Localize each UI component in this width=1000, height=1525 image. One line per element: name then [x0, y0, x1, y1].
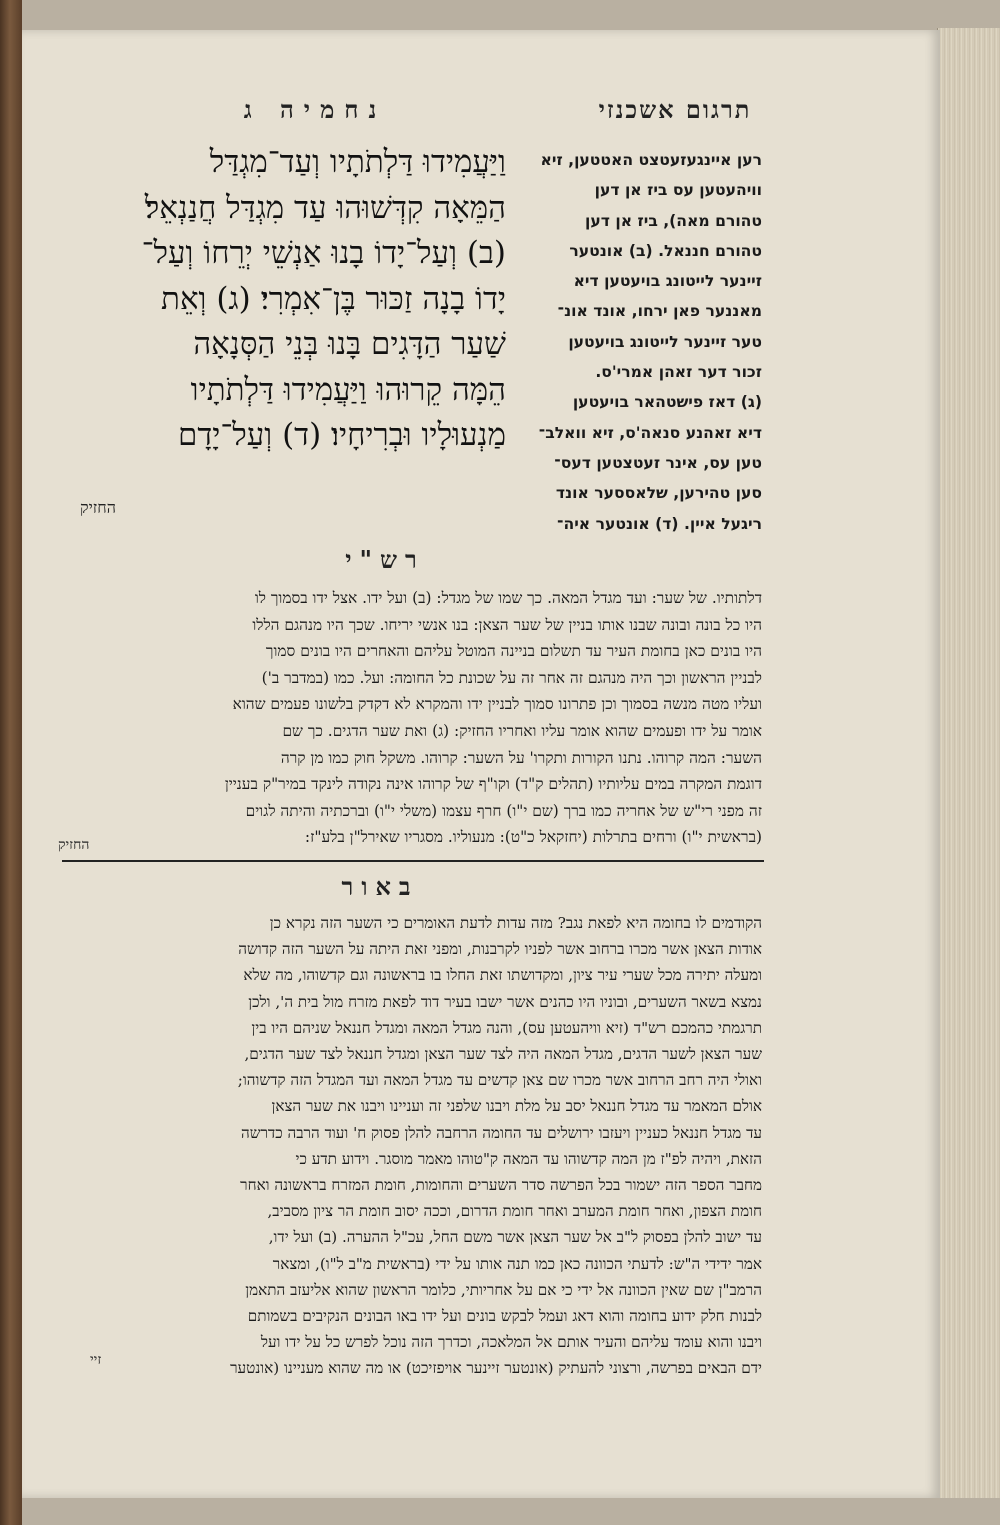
rashi-line: אומר על ידו ופעמים שהוא אומר עליו ואחריו החזיק: (ג) ואת שער הדגים. כך שם — [282, 721, 762, 740]
verse-line: הַמֵּאָה קִדְּשׁוּהוּ עַד מִגְדַּל חֲנַנְאֵל׃ — [144, 189, 506, 226]
translation-line: טער זיינער לייטונג בויעטען — [568, 332, 762, 351]
translation-line: ריגעל איין. (ד) אונטער איה־ — [557, 514, 762, 533]
rashi-line: ועליו מטה מנשה בסמוך וכן פתרונו סמוך לבניין ידו והמקרא לא דקדק בלשונו פעמים שהוא — [232, 695, 762, 714]
biur-line: ואולי היה רחב הרחוב אשר מכרו שם צאן קדשים עד מגדל המאה ועד המגדל הזה קדשוהו; — [237, 1071, 762, 1090]
biur-line: הזאת, ויהיה לפ"ז מן המה קדשוהו עד המאה ק"טוהו מאמר מוסגר. וידוע תדע כי — [295, 1149, 762, 1168]
translation-line: (ג) דאז פישטהאר בויעטען — [572, 393, 762, 412]
running-head-translation-title: תרגום אשכנזי — [598, 95, 752, 124]
rashi-line: (בראשית י"ו) ורחים בתרלות (יחזקאל כ"ט): מנעוליו. מסגריו שאירל"ן בלע"ז: — [304, 828, 762, 847]
rashi-catchword: החזיק — [58, 837, 90, 853]
biur-line: חומת הצפון, ואחר חומת המערב ואחר חומת הדרום, וככה יסוב חומת הר ציון מסביב, — [267, 1202, 762, 1221]
verse-catchword: החזיק — [80, 498, 116, 517]
translation-line: טהורם מאה), ביז אן דען — [585, 211, 762, 230]
rashi-line: זה מפני רי"ש של אחריה כמו ברך (שם י"ו) חרף עצמו (משלי י"ו) וברכתיה והיתה לגוים — [245, 801, 762, 820]
verse-line: שַׁעַר הַדָּגִים בָּנוּ בְּנֵי הַסְּנָאָה — [193, 326, 506, 362]
biur-line: אודות הצאן אשר מכרו ברחוב אשר לפניו לקרבנות, ומפני זאת היתה על השער הזה קדושה — [238, 940, 762, 959]
page-edges — [937, 28, 1000, 1498]
section-divider — [62, 860, 764, 862]
rashi-line: דלתותיו. של שער: ועד מגדל המאה. כך שמו של מגדל: (ב) ועל ידו. אצל ידו בסמוך לו — [254, 589, 762, 607]
biur-line: אולם המאמר עד מגדל חננאל יסב על מלת ויבנו שלפני זה ועניינו ויבנו את שער הצאן — [271, 1097, 762, 1116]
rashi-line: היו כל בונה ובונה שבנו אותו בניין של שער הצאן: בנו אנשי יריחו. שכך היו מנהגם הללו — [252, 615, 762, 634]
verse-line: מַנְעוּלָיו וּבְרִיחָיו׃ (ד) וְעַל־יָדָם — [177, 417, 506, 453]
biur-commentary-block — [58, 910, 762, 1382]
translation-line: וויהעטען עס ביז אן דען — [594, 181, 762, 200]
translation-line: זכור דער זאהן אמרי'ס. — [595, 363, 762, 382]
biur-catchword: זיי — [90, 1352, 102, 1368]
biur-line: אמר ידידי ה"ש: לדעתי הכוונה כאן כמו תנה אותו על ידי (בראשית מ"ב ל"ו), ומצאר — [272, 1254, 762, 1273]
verse-line: הֵמָּה קֵרוּהוּ וַיַּעֲמִידוּ דַּלְתֹתָיו — [190, 371, 506, 408]
rashi-line: לבניין הראשון וכך היה מנהגם זה אחר זה על שכונת כל החומה: ועל. כמו (במדבר ב') — [261, 668, 762, 687]
biur-line: שער הצאן לשער הדגים, מגדל המאה היה לצד שער הצאן ומגדל חננאל לצד שער הדגים, — [244, 1045, 762, 1064]
yiddish-translation-block — [500, 145, 762, 545]
translation-line: זיינער לייטונג בויעטען דיא — [573, 272, 762, 291]
verse-line: יָדוֹ בָנָה זַכּוּר בֶּן־אִמְרִי׃ (ג) וְאֵת — [161, 280, 506, 317]
rashi-line: השער: המה קרוהו. נתנו הקורות ותקרו' על השער: קרוהו. משקל חוק כמו מן קרה — [280, 748, 762, 767]
translation-line: טען עס, אינר זעטצטען דעס־ — [554, 453, 762, 472]
biur-heading: באור — [341, 872, 419, 901]
biur-line: הקודמים לו בחומה היא לפאת נגב? מזה עדות לדעת האומרים כי השער הזה נקרא כן — [269, 914, 762, 932]
biur-line: עד ישוב להלן בפסוק ל"ב אל שער הצאן אשר משם החל, עכ"ל ההערה. (ב) ועל ידו, — [268, 1228, 762, 1247]
translation-line: רען איינגעזעטצט האטטען, זיא — [540, 151, 762, 169]
translation-line: דיא זאהנע סנאה'ס, זיא וואלב־ — [538, 423, 762, 442]
biur-line: מחבר הספר הזה ישמור בכל הפרשה סדר השערים והחומות, חומת המזרח בראשונה ואחר — [240, 1176, 762, 1195]
translation-line: טהורם חננאל. (ב) אונטער — [569, 241, 762, 260]
rashi-line: דוגמת המקרה במים עליותיו (תהלים ק"ד) וקו"ף של קרוהו אינה נקודה לינקד במיר"ק בעניין — [224, 775, 762, 794]
translation-line: מאננער פאן ירחו, אונד אונ־ — [557, 302, 762, 321]
biur-line: ומעלה יתירה מכל שערי עיר ציון, ומקדושתו זאת החלו בו בראשונה וגם קדשוהו, מה שלא — [243, 966, 762, 985]
rashi-heading: רש"י — [345, 545, 425, 574]
biur-line: עד מגדל חננאל כעניין ויעזבו ירושלים עד החומה הרחבה להלן פסוק ח' ועוד הרבה כדרשה — [240, 1123, 762, 1142]
book-binding — [0, 0, 22, 1525]
verse-line: וַיַּעֲמִידוּ דַּלְתֹתָיו וְעַד־מִגְדַּל — [209, 144, 506, 180]
rashi-commentary-block — [50, 585, 762, 851]
translation-line: סען טהירען, שלאססער אונד — [555, 484, 762, 503]
verse-line: (ב) וְעַל־יָדוֹ בָנוּ אַנְשֵׁי יְרֵחוֹ וְעַל־ — [141, 235, 506, 271]
verse-text-block — [38, 140, 506, 510]
biur-line: תרגמתי כהמכם רש"ד (זיא וויהעטען עס), והנה מגדל המאה ומגדל חננאל שניהם היו בין — [251, 1018, 762, 1037]
running-head-book-title: נחמיה ג — [243, 95, 387, 124]
biur-line: נמצא בשאר השערים, ובוניו היו כהנים אשר ישבו בעיר דוד לפאת מזרח מול בית ה', ולכן — [248, 992, 762, 1011]
biur-line: ויבנו והוא עומד עליהם והעיר אותם אל המלאכה, וכדרך הזה נוכל לפרש כל על ידו ועל — [260, 1333, 762, 1352]
biur-line: ידם הבאים בפרשה, ורצוני להעתיק (אונטער זיינער אויפזיכט) או מה שהוא מעניינו (אונטער — [230, 1359, 762, 1378]
rashi-line: היו בונים כאן בחומת העיר עד תשלום בניינה המוטל עליהם והאחרים היו בונים סמוך — [265, 642, 762, 661]
biur-line: לבנות חלק ידוע בחומה והוא דאג ועמל לבקש בונים ועל ידו באו הבונים הנקיבים בשמותם — [247, 1307, 762, 1326]
biur-line: הרמב"ן שם שאין הכוונה אל ידי כי אם על אחריותי, כלומר הראשון שהוא אליעזב התאמן — [245, 1280, 762, 1299]
